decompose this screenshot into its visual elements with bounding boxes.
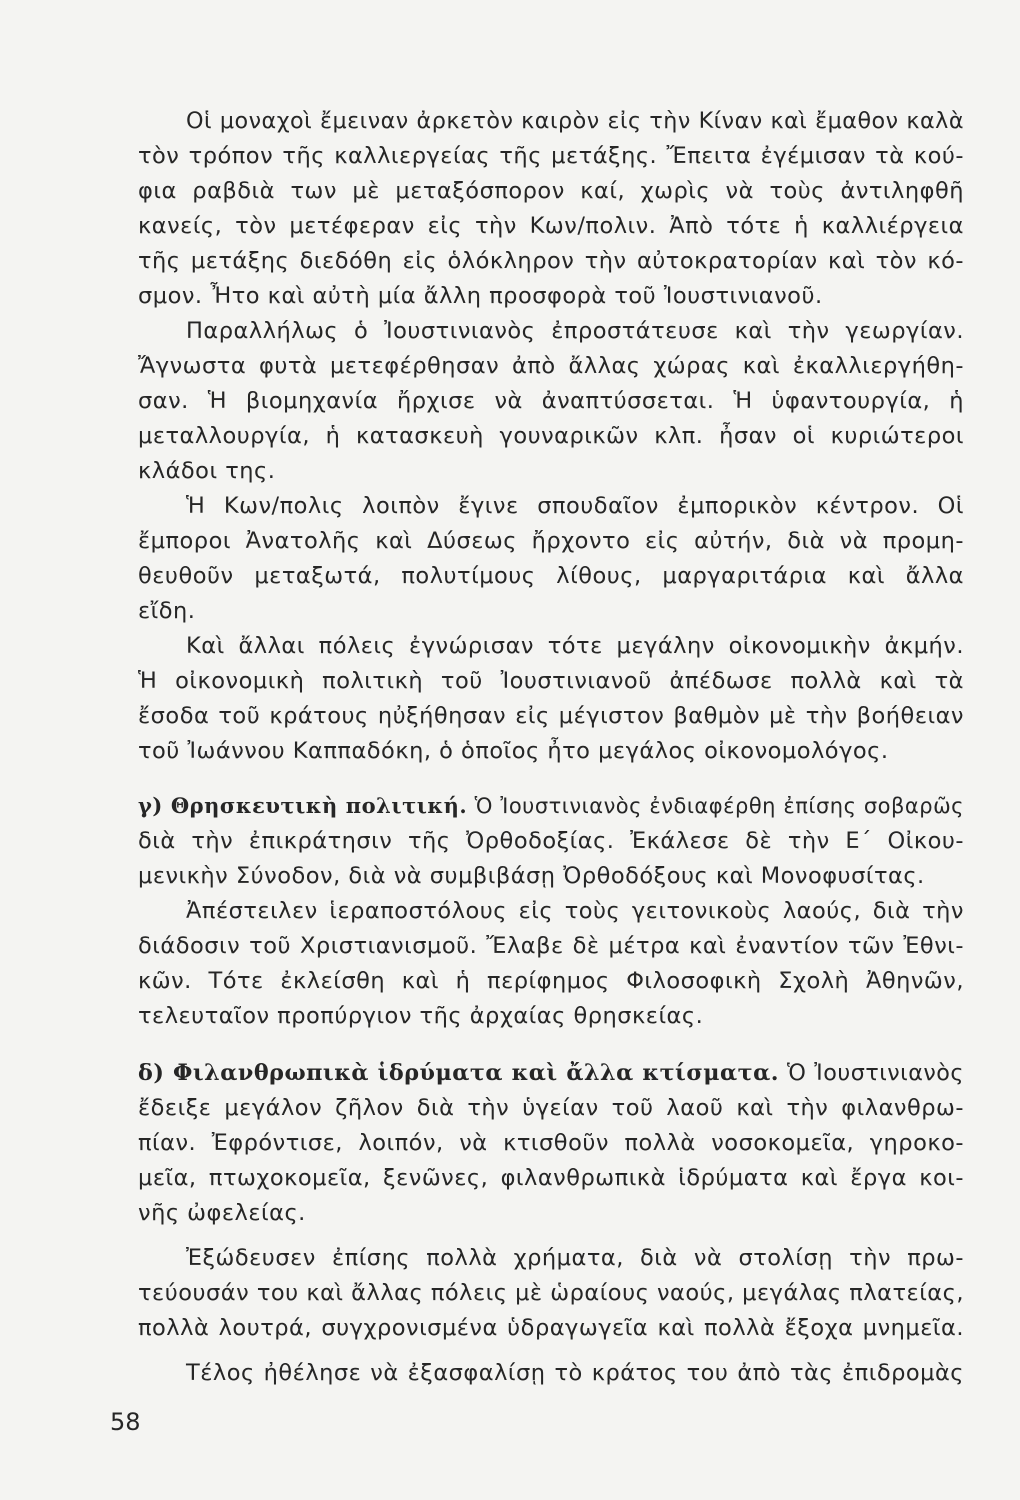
text-line: μενικὴν Σύνοδον, διὰ νὰ συμβιβάσῃ Ὀρθοδόξους καὶ Μονοφυσίτας.	[138, 863, 925, 889]
text-line: πολλὰ λουτρά, συγχρονισμένα ὑδραγωγεῖα καὶ πολλὰ ἔξοχα μνημεῖα.	[138, 1315, 964, 1341]
text-line: μεταλλουργία, ἡ κατασκευὴ γουναρικῶν κλπ. ἦσαν οἱ κυριώτεροι	[138, 423, 964, 449]
section-d-heading: δ) Φιλανθρωπικὰ ἱδρύματα καὶ ἄλλα κτίσματα.	[138, 1060, 779, 1086]
text-line: τῆς μετάξης διεδόθη εἰς ὁλόκληρον τὴν αὐτοκρατορίαν καὶ τὸν κό-	[138, 248, 964, 274]
text-line: νῆς ὠφελείας.	[138, 1200, 306, 1226]
page-number: 58	[110, 1408, 141, 1436]
text-line: φια ραβδιὰ των μὲ μεταξόσπορον καί, χωρὶς νὰ τοὺς ἀντιληφθῆ	[138, 178, 964, 204]
text-line: τελευταῖον προπύργιον τῆς ἀρχαίας θρησκείας.	[138, 1003, 704, 1029]
text-line: Ἄγνωστα φυτὰ μετεφέρθησαν ἀπὸ ἄλλας χώρας καὶ ἐκαλλιεργήθη-	[138, 353, 964, 379]
section-g-first-line	[138, 793, 964, 819]
text-line: Οἱ μοναχοὶ ἔμειναν ἀρκετὸν καιρὸν εἰς τὴν Κίναν καὶ ἔμαθον καλὰ	[186, 108, 964, 134]
text-line: Παραλλήλως ὁ Ἰουστινιανὸς ἐπροστάτευσε καὶ τὴν γεωργίαν.	[186, 318, 964, 344]
text-line: ἔμποροι Ἀνατολῆς καὶ Δύσεως ἤρχοντο εἰς αὐτήν, διὰ νὰ προμη-	[138, 528, 964, 554]
text-line: Ὁ Ἰουστινιανὸς	[786, 1060, 964, 1086]
text-line: πίαν. Ἐφρόντισε, λοιπόν, νὰ κτισθοῦν πολλὰ νοσοκομεῖα, γηροκο-	[138, 1130, 964, 1156]
text-line: Ἡ οἰκονομικὴ πολιτικὴ τοῦ Ἰουστινιανοῦ ἀπέδωσε πολλὰ καὶ τὰ	[138, 668, 964, 694]
section-d-first-line	[138, 1060, 964, 1087]
text-line: κανείς, τὸν μετέφεραν εἰς τὴν Κων/πολιν. Ἀπὸ τότε ἡ καλλιέργεια	[138, 213, 964, 239]
text-line: θευθοῦν μεταξωτά, πολυτίμους λίθους, μαργαριτάρια καὶ ἄλλα	[138, 563, 964, 589]
text-line: διάδοσιν τοῦ Χριστιανισμοῦ. Ἔλαβε δὲ μέτρα καὶ ἐναντίον τῶν Ἐθνι-	[138, 933, 964, 959]
text-line: τοῦ Ἰωάννου Καππαδόκη, ὁ ὁποῖος ἦτο μεγάλος οἰκονομολόγος.	[138, 738, 889, 764]
text-line: ἔδειξε μεγάλον ζῆλον διὰ τὴν ὑγείαν τοῦ λαοῦ καὶ τὴν φιλανθρω-	[138, 1095, 964, 1121]
section-g-heading: γ) Θρησκευτικὴ πολιτική.	[138, 793, 468, 818]
text-line: Ἐξώδευσεν ἐπίσης πολλὰ χρήματα, διὰ νὰ στολίσῃ τὴν πρω-	[186, 1245, 964, 1271]
text-line: Ὁ Ἰουστινιανὸς ἐνδιαφέρθη ἐπίσης σοβαρῶς	[474, 794, 965, 818]
text-line: Καὶ ἄλλαι πόλεις ἐγνώρισαν τότε μεγάλην οἰκονομικὴν ἀκμήν.	[186, 633, 964, 659]
text-line: σαν. Ἡ βιομηχανία ἤρχισε νὰ ἀναπτύσσεται. Ἡ ὑφαντουργία, ἡ	[138, 388, 964, 414]
text-line: τεύουσάν του καὶ ἄλλας πόλεις μὲ ὡραίους ναούς, μεγάλας πλατείας,	[138, 1280, 964, 1306]
text-line: κλάδοι της.	[138, 458, 276, 484]
text-line: Τέλος ἠθέλησε νὰ ἐξασφαλίσῃ τὸ κράτος του ἀπὸ τὰς ἐπιδρομὰς	[186, 1360, 964, 1386]
text-line: τὸν τρόπον τῆς καλλιεργείας τῆς μετάξης. Ἔπειτα ἐγέμισαν τὰ κού-	[138, 143, 964, 169]
text-line: σμον. Ἦτο καὶ αὐτὴ μία ἄλλη προσφορὰ τοῦ Ἰουστινιανοῦ.	[138, 283, 823, 309]
text-line: εἴδη.	[138, 598, 196, 624]
text-line: διὰ τὴν ἐπικράτησιν τῆς Ὀρθοδοξίας. Ἐκάλεσε δὲ τὴν Ε΄ Οἰκου-	[138, 828, 964, 854]
text-line: Ἡ Κων/πολις λοιπὸν ἔγινε σπουδαῖον ἐμπορικὸν κέντρον. Οἱ	[186, 493, 964, 519]
text-line: μεῖα, πτωχοκομεῖα, ξενῶνες, φιλανθρωπικὰ ἱδρύματα καὶ ἔργα κοι-	[138, 1165, 964, 1191]
text-line: κῶν. Τότε ἐκλείσθη καὶ ἡ περίφημος Φιλοσοφικὴ Σχολὴ Ἀθηνῶν,	[138, 968, 964, 994]
text-line: ἔσοδα τοῦ κράτους ηὐξήθησαν εἰς μέγιστον βαθμὸν μὲ τὴν βοήθειαν	[138, 703, 964, 729]
text-line: Ἀπέστειλεν ἱεραποστόλους εἰς τοὺς γειτονικοὺς λαούς, διὰ τὴν	[186, 898, 964, 924]
